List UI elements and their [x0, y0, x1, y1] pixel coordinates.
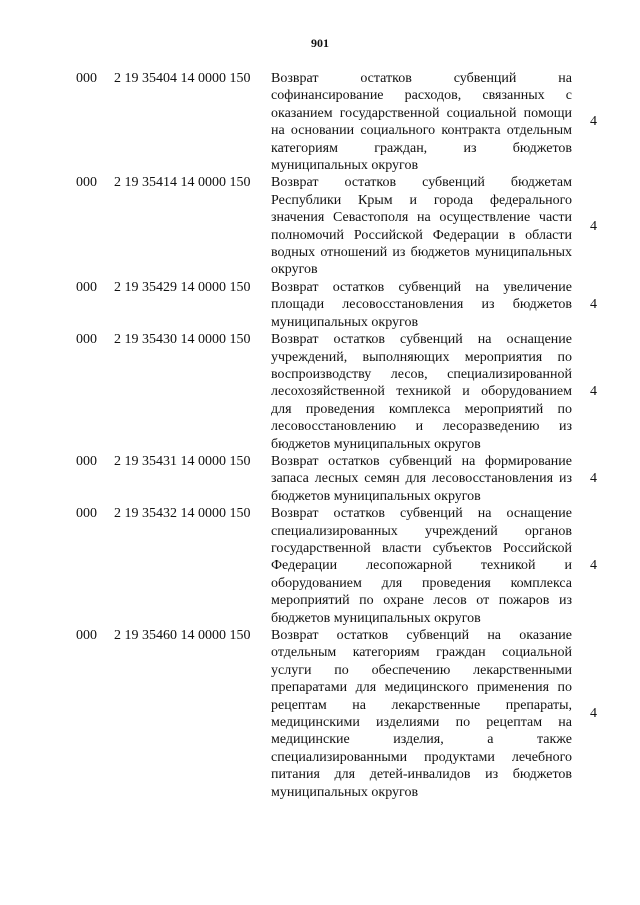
- admin-code: 000: [76, 506, 97, 522]
- table-row: [0, 627, 640, 801]
- budget-classification-code: 2 19 35404 14 0000 150: [114, 71, 251, 86]
- table-row: [0, 453, 640, 505]
- page-number: 901: [311, 36, 329, 50]
- income-description: Возврат остатков субвенций на оснащение специализированных учреждений органов государственной власти субъектов Российской Федерации лесопожарной техникой и оборудованием для проведения комплекса мероприятий по охране лесов от пожаров из бюджетов муниципальных округов: [271, 506, 572, 626]
- income-description: Возврат остатков субвенций на увеличение площади лесовосстановления из бюджетов муниципальных округов: [271, 279, 572, 330]
- budget-classification-code: 2 19 35414 14 0000 150: [114, 175, 251, 191]
- admin-code: 000: [76, 628, 97, 643]
- admin-code: 000: [76, 175, 97, 191]
- admin-code: 000: [76, 279, 97, 295]
- admin-code: 000: [76, 71, 97, 86]
- budget-classification-code: 2 19 35429 14 0000 150: [114, 279, 251, 295]
- budget-classification-code: 2 19 35430 14 0000 150: [114, 332, 251, 348]
- income-description: Возврат остатков субвенций на формирование запаса лесных семян для лесовосстановления из бюджетов муниципальных округов: [271, 453, 572, 504]
- table-row: [0, 279, 640, 331]
- income-description: Возврат остатков субвенций на оснащение учреждений, выполняющих мероприятия по воспроизводству лесов, специализированной лесохозяйственной техникой и оборудованием для проведения комплекса мероприятий по лесовосстановлению и лесоразведению из бюджетов муниципальных округов: [271, 332, 572, 452]
- income-description: Возврат остатков субвенций на софинансирование расходов, связанных с оказанием государственной социальной помощи на основании социального контракта отдельным категориям граждан, из бюджетов муниципальных округов: [271, 71, 572, 174]
- table-row: [0, 505, 640, 627]
- budget-classification-code: 2 19 35431 14 0000 150: [114, 453, 251, 469]
- table-row: [0, 331, 640, 453]
- income-description: Возврат остатков субвенций бюджетам Республики Крым и города федерального значения Севастополя на осуществление части полномочий Российской Федерации в области водных отношений из бюджетов муниципальных округов: [271, 175, 572, 278]
- column-4-value: 4: [590, 706, 597, 722]
- column-4-value: 4: [590, 296, 597, 312]
- column-4-value: 4: [590, 218, 597, 234]
- column-4-value: 4: [590, 558, 597, 574]
- budget-classification-code: 2 19 35460 14 0000 150: [114, 628, 251, 643]
- table-row: [0, 174, 640, 278]
- admin-code: 000: [76, 332, 97, 348]
- admin-code: 000: [76, 453, 97, 469]
- column-4-value: 4: [590, 114, 597, 130]
- column-4-value: 4: [590, 471, 597, 487]
- table-row: [0, 70, 640, 174]
- document-table: [0, 70, 640, 801]
- column-4-value: 4: [590, 384, 597, 400]
- budget-classification-code: 2 19 35432 14 0000 150: [114, 506, 251, 522]
- income-description: Возврат остатков субвенций на оказание отдельным категориям граждан социальной услуги по обеспечению лекарственными препаратами для медицинского применения по рецептам на лекарственные препараты, медицинскими изделиями по рецептам на медицинские изделия, а также специализированными продуктами лечебного питания для детей-инвалидов из бюджетов муниципальных округов: [271, 628, 572, 800]
